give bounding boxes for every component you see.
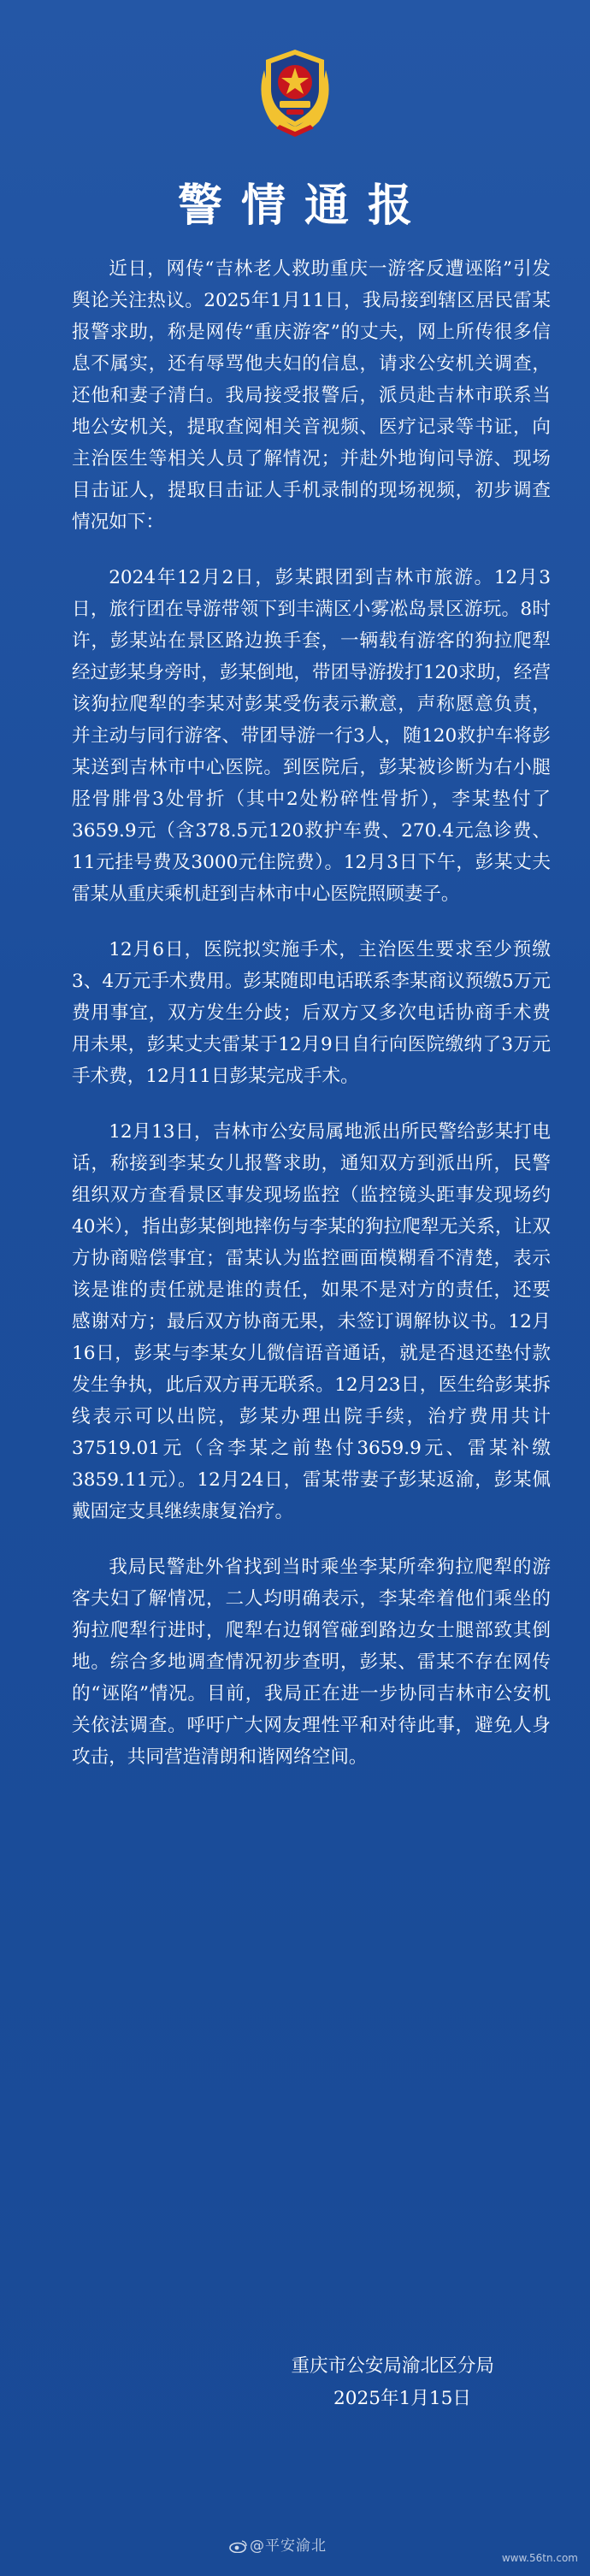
issue-date: 2025年1月15日 (333, 2388, 471, 2409)
watermark (229, 2533, 327, 2555)
watermark-text: @平安渝北 (250, 2538, 327, 2555)
notice-body (72, 253, 551, 1797)
paragraph: 近日，网传“吉林老人救助重庆一游客反遭诬陷”引发舆论关注热议。2025年1月11日，我局接到辖区居民雷某报警求助，称是网传“重庆游客”的丈夫，网上所传很多信息不属实，还有辱骂他夫妇的信息，请求公安机关调查，还他和妻子清白。我局接受报警后，派员赴吉林市联系当地公安机关，提取查阅相关音视频、医疗记录等书证，向主治医生等相关人员了解情况；并赴外地询问导游、现场目击证人，提取目击证人手机录制的现场视频，初步调查情况如下： (72, 258, 551, 533)
weibo-logo-icon (229, 2539, 248, 2553)
signature-block (72, 2350, 551, 2415)
page-title: 警情通报 (177, 180, 431, 232)
paragraph: 2024年12月2日，彭某跟团到吉林市旅游。12月3日，旅行团在导游带领下到丰满区小雾凇岛景区游玩。8时许，彭某站在景区路边换手套，一辆载有游客的狗拉爬犁经过彭某身旁时，彭某倒地，带团导游拨打120求助，经营该狗拉爬犁的李某对彭某受伤表示歉意，声称愿意负责，并主动与同行游客、带团导游一行3人，随120救护车将彭某送到吉林市中心医院。到医院后，彭某被诊断为右小腿胫骨腓骨3处骨折（其中2处粉碎性骨折），李某垫付了3659.9元（含378.5元120救护车费、270.4元急诊费、11元挂号费及3000元住院费）。12月3日下午，彭某丈夫雷某从重庆乘机赶到吉林市中心医院照顾妻子。 (72, 567, 551, 905)
issuer: 重庆市公安局渝北区分局 (291, 2355, 494, 2377)
police-emblem-icon (252, 44, 338, 140)
paragraph: 我局民警赴外省找到当时乘坐李某所牵狗拉爬犁的游客夫妇了解情况，二人均明确表示，李某牵着他们乘坐的狗拉爬犁行进时，爬犁右边钢管碰到路边女士腿部致其倒地。综合多地调查情况初步查明，彭某、雷某不存在网传的“诬陷”情况。目前，我局正在进一步协同吉林市公安机关依法调查。呼吁广大网友理性平和对待此事，避免人身攻击，共同营造清朗和谐网络空间。 (72, 1557, 551, 1768)
paragraph: 12月13日，吉林市公安局属地派出所民警给彭某打电话，称接到李某女儿报警求助，通知双方到派出所，民警组织双方查看景区事发现场监控（监控镜头距事发现场约40米），指出彭某倒地摔伤与李某的狗拉爬犁无关系，让双方协商赔偿事宜；雷某认为监控画面模糊看不清楚，表示该是谁的责任就是谁的责任，如果不是对方的责任，还要感谢对方；最后双方协商无果，未签订调解协议书。12月16日，彭某与李某女儿微信语音通话，就是否退还垫付款发生争执，此后双方再无联系。12月23日，医生给彭某拆线表示可以出院，彭某办理出院手续，治疗费用共计37519.01元（含李某之前垫付3659.9元、雷某补缴3859.11元）。12月24日，雷某带妻子彭某返渝，彭某佩戴固定支具继续康复治疗。 (72, 1121, 551, 1522)
paragraph: 12月6日，医院拟实施手术，主治医生要求至少预缴3、4万元手术费用。彭某随即电话联系李某商议预缴5万元费用事宜，双方发生分歧；后双方又多次电话协商手术费用未果，彭某丈夫雷某于12月9日自行向医院缴纳了3万元手术费，12月11日彭某完成手术。 (72, 939, 551, 1087)
site-watermark: www.56tn.com (501, 2552, 578, 2564)
